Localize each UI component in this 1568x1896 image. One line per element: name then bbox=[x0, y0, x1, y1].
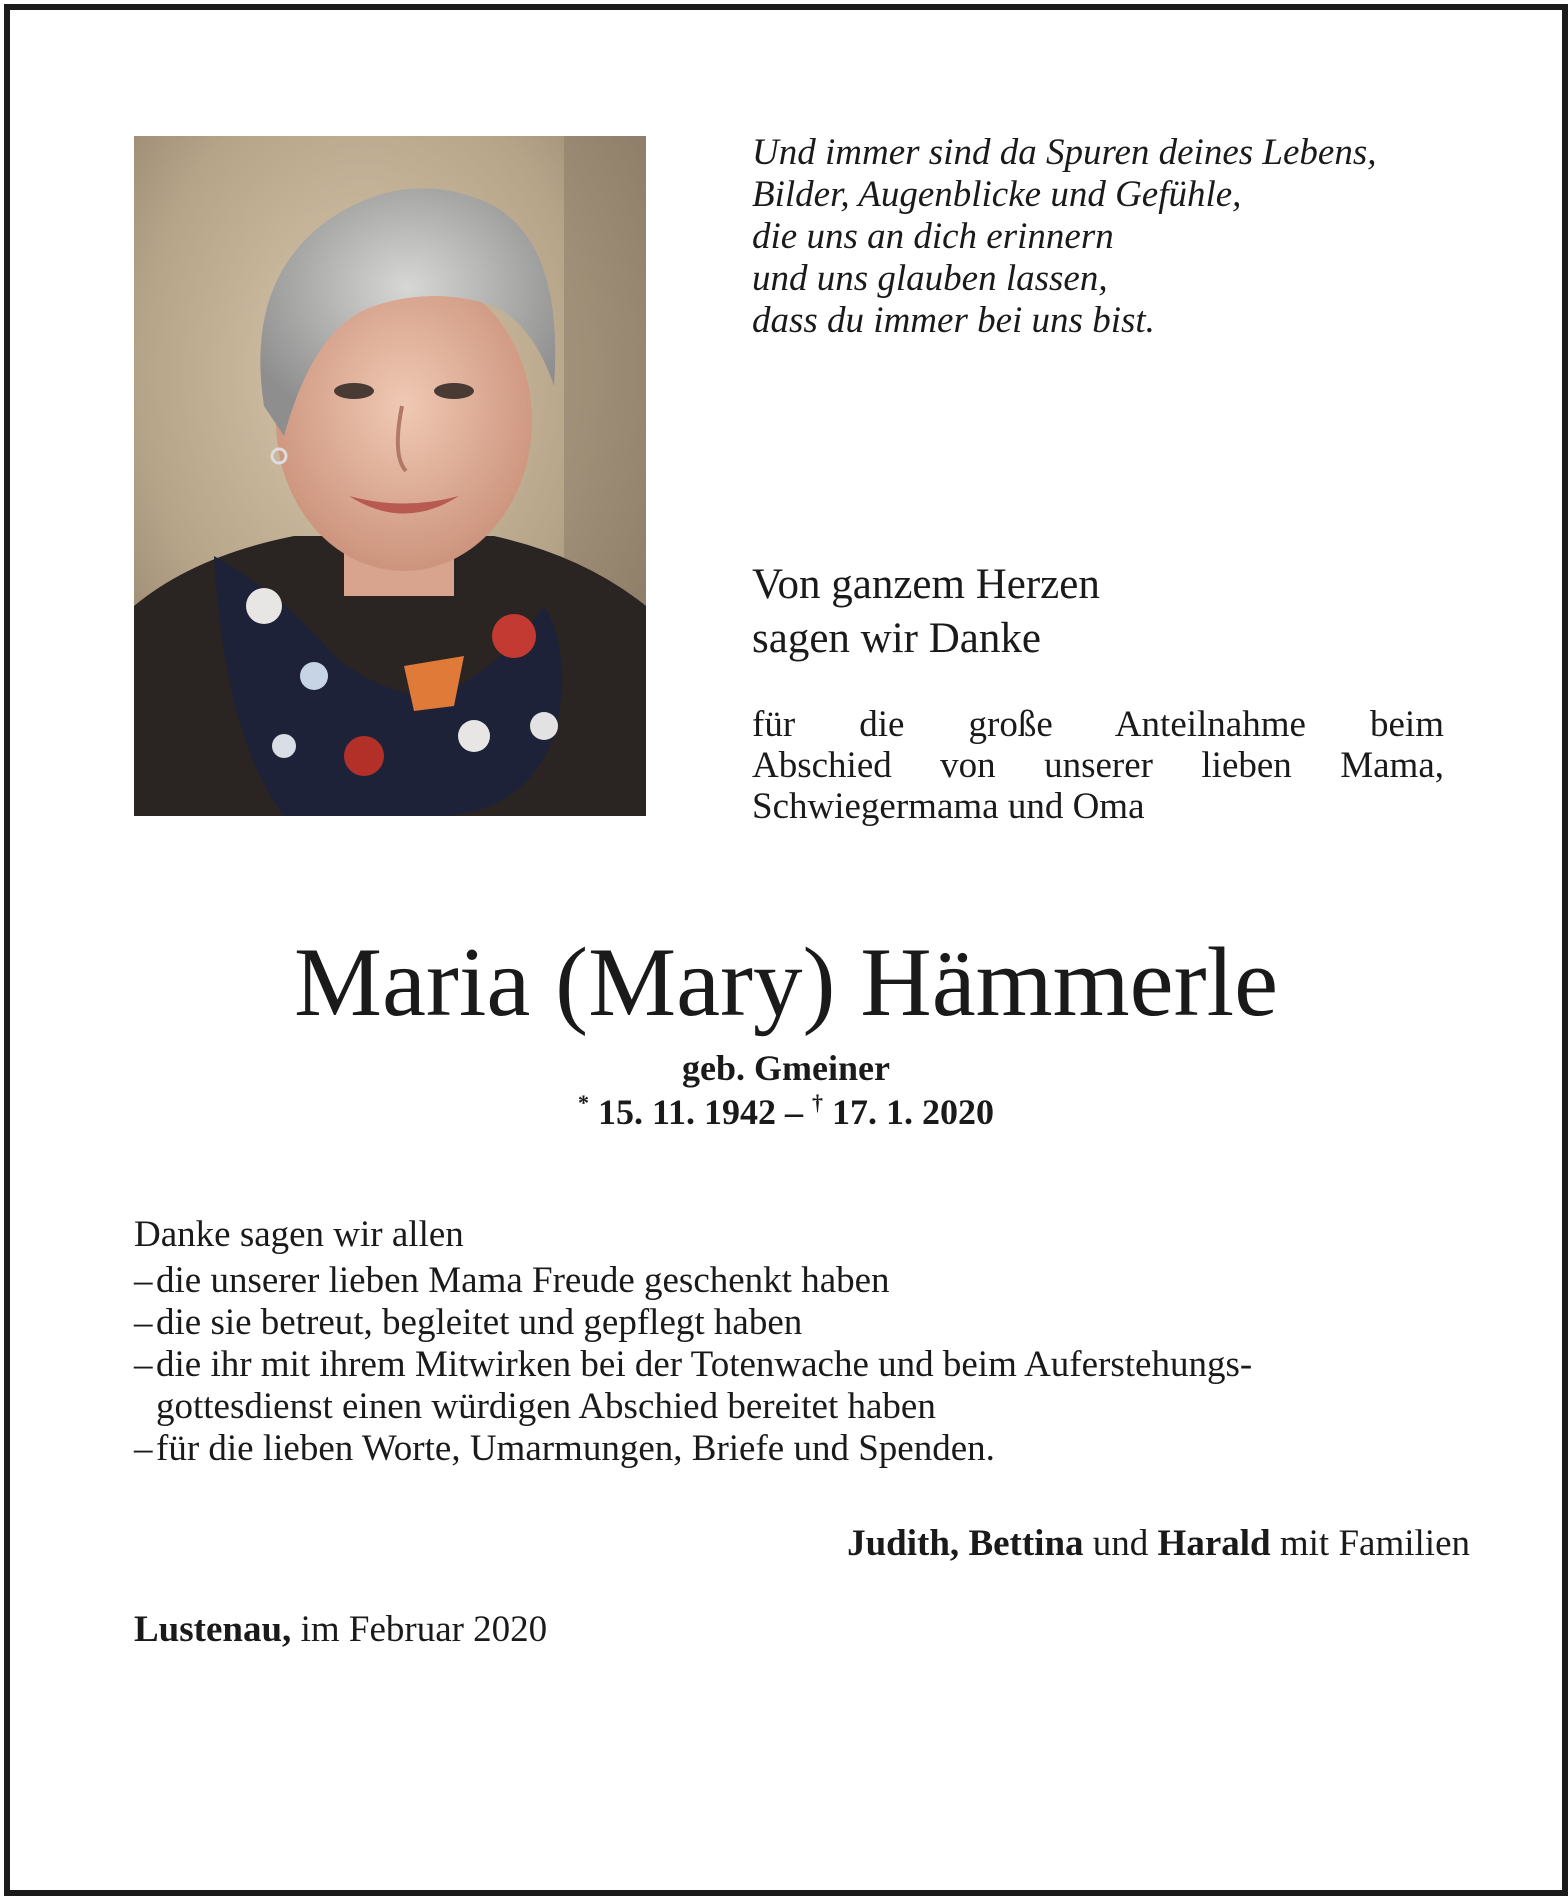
poem-line: dass du immer bei uns bist. bbox=[752, 300, 1155, 341]
death-symbol: † bbox=[812, 1090, 823, 1115]
list-dash: – bbox=[134, 1344, 153, 1385]
place-date bbox=[134, 1608, 547, 1652]
deceased-name: Maria (Mary) Hämmerle bbox=[293, 928, 1279, 1037]
thank-you-heading bbox=[752, 558, 1472, 666]
thanks-item bbox=[134, 1302, 1454, 1344]
thanks-item bbox=[134, 1428, 1454, 1470]
list-dash: – bbox=[134, 1428, 153, 1469]
maiden-name: geb. Gmeiner bbox=[682, 1048, 890, 1088]
portrait-illustration bbox=[134, 136, 646, 816]
thanks-item-text: für die lieben Worte, Umarmungen, Briefe und Spenden. bbox=[156, 1428, 995, 1469]
participation-line: für die große Anteilnahme beim bbox=[752, 704, 1444, 745]
poem-verse bbox=[752, 132, 1472, 342]
list-dash: – bbox=[134, 1260, 153, 1301]
poem-line: und uns glauben lassen, bbox=[752, 258, 1108, 299]
thanks-item bbox=[134, 1260, 1454, 1302]
birth-date: 15. 11. 1942 bbox=[597, 1092, 776, 1132]
thanks-item bbox=[134, 1344, 1454, 1428]
participation-text bbox=[752, 704, 1444, 827]
date-separator: – bbox=[785, 1092, 803, 1132]
place-town: Lustenau, bbox=[134, 1609, 292, 1650]
signature-and: und bbox=[1092, 1523, 1149, 1564]
list-dash: – bbox=[134, 1302, 153, 1343]
heading-line: sagen wir Danke bbox=[752, 615, 1041, 662]
thanks-item-text: die sie betreut, begleitet und gepflegt haben bbox=[156, 1302, 803, 1343]
participation-line: Schwiegermama und Oma bbox=[752, 786, 1145, 827]
signer-name: Bettina bbox=[968, 1523, 1084, 1564]
heading-line: Von ganzem Herzen bbox=[752, 561, 1100, 608]
poem-line: Bilder, Augenblicke und Gefühle, bbox=[752, 174, 1242, 215]
signer-name: Harald bbox=[1157, 1523, 1271, 1564]
poem-line: die uns an dich erinnern bbox=[752, 216, 1114, 257]
thanks-item-text: die ihr mit ihrem Mitwirken bei der Totenwache und beim Auferstehungs- bbox=[156, 1344, 1253, 1385]
thanks-intro: Danke sagen wir allen bbox=[134, 1214, 464, 1255]
place-month: im Februar 2020 bbox=[300, 1609, 548, 1650]
participation-line: Abschied von unserer lieben Mama, bbox=[752, 745, 1444, 786]
birth-symbol: * bbox=[577, 1090, 589, 1115]
signature-suffix: mit Familien bbox=[1279, 1523, 1470, 1564]
thanks-list bbox=[134, 1214, 1454, 1470]
poem-line: Und immer sind da Spuren deines Lebens, bbox=[752, 132, 1377, 173]
thanks-item-text: die unserer lieben Mama Freude geschenkt haben bbox=[156, 1260, 890, 1301]
obituary-frame bbox=[4, 4, 1568, 1896]
death-date: 17. 1. 2020 bbox=[832, 1092, 994, 1132]
thanks-item-text: gottesdienst einen würdigen Abschied bereitet haben bbox=[156, 1386, 936, 1427]
signature bbox=[847, 1522, 1470, 1566]
portrait-photo bbox=[134, 136, 646, 816]
life-dates bbox=[10, 1090, 1562, 1134]
signer-name: Judith, bbox=[847, 1523, 960, 1564]
